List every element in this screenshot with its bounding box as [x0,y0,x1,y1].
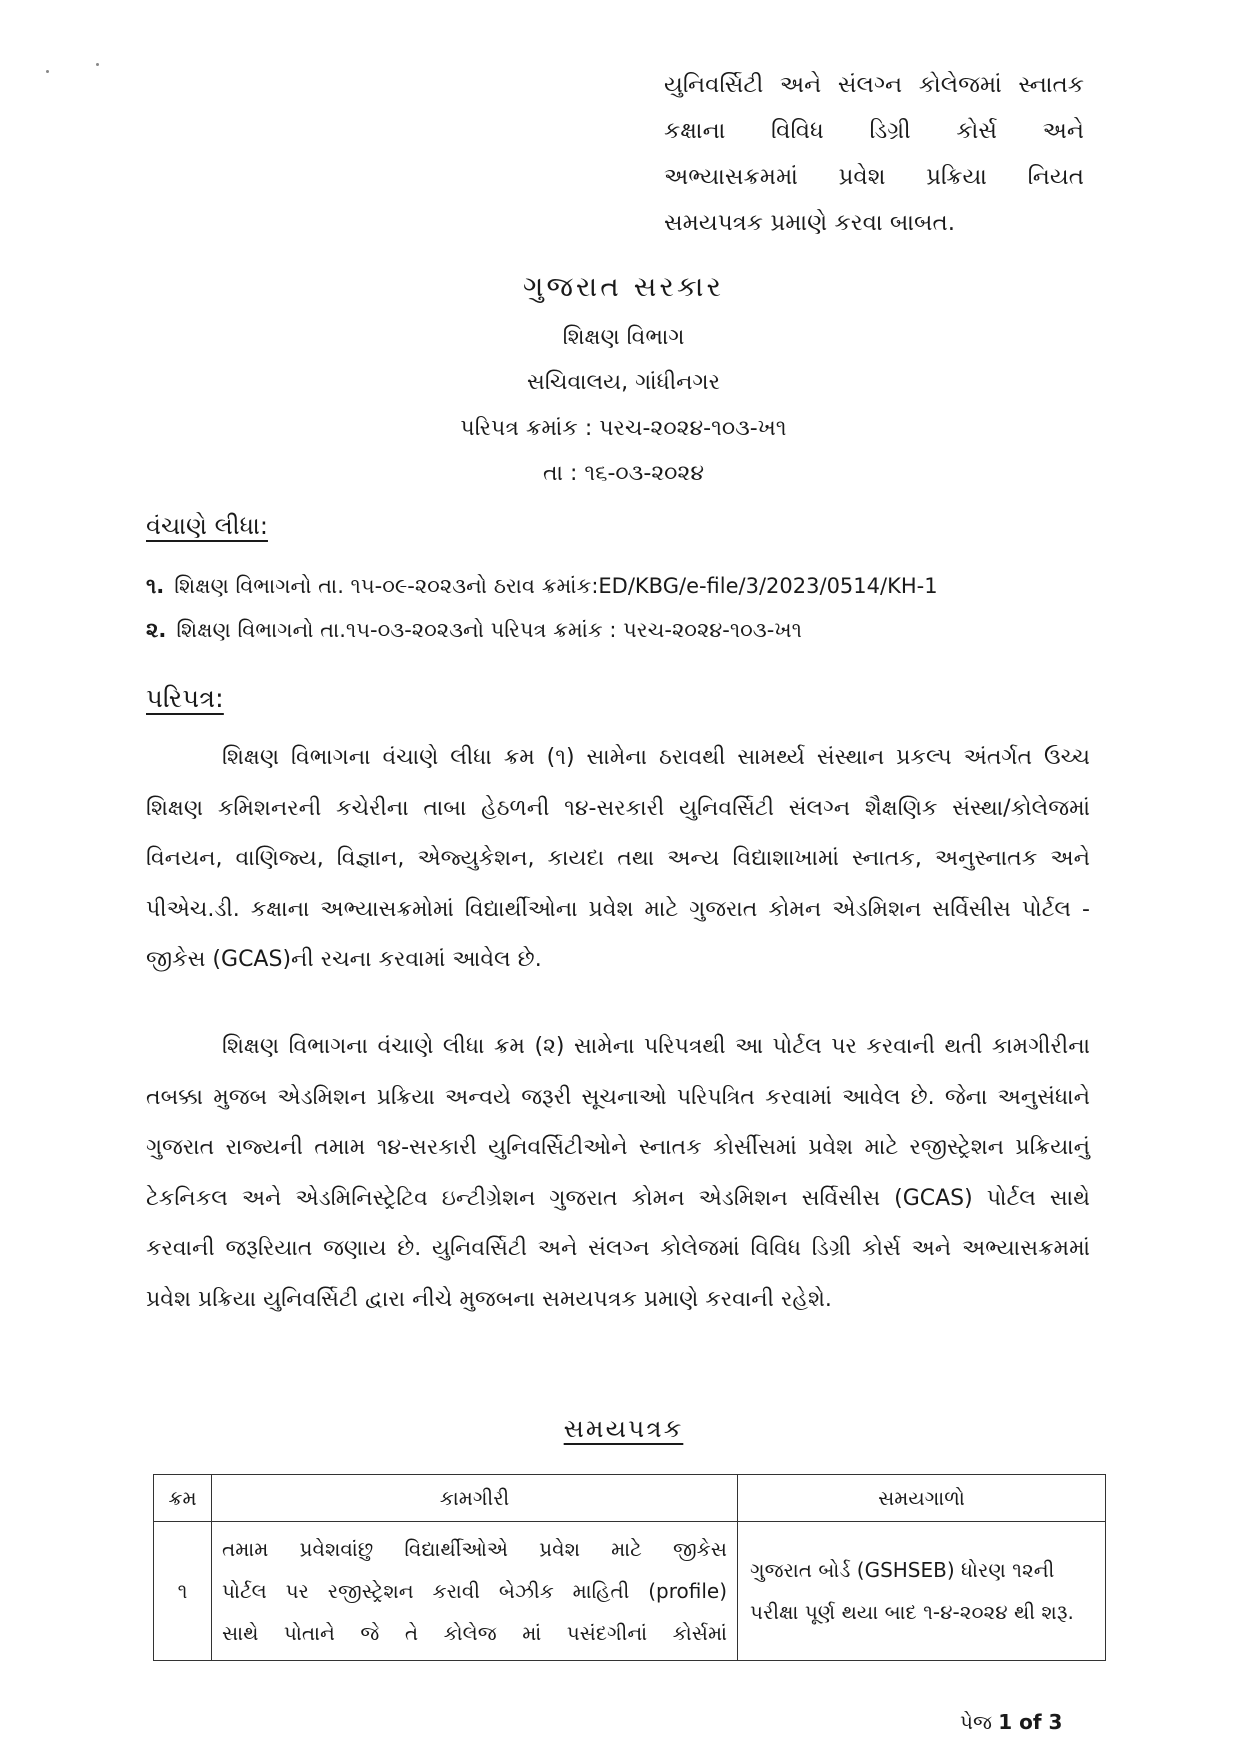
subject-line: કક્ષાના વિવિધ ડિગ્રી કોર્સ અને [664,118,1084,144]
reference-text: શિક્ષણ વિભાગનો તા. ૧૫-૦૯-૨૦૨૩નો ઠરાવ ક્રમાંક:ED/KBG/e-file/3/2023/0514/KH-1 [174,574,938,598]
reference-item [146,618,802,643]
department-name: શિક્ષણ વિભાગ [562,325,685,350]
page-label: પેજ [960,1710,992,1734]
government-title: ગુજરાત સરકાર [523,270,724,303]
work-line: તમામ પ્રવેશવાંછુ વિદ્યાર્થીઓએ પ્રવેશ માટે જીકેસ [222,1537,727,1561]
subject-block [664,62,1084,246]
table-header-row [154,1475,1106,1522]
work-line: પોર્ટલ પર રજીસ્ટ્રેશન કરાવી બેઝીક માહિતી (profile) [222,1579,727,1603]
page-number: 1 of 3 [998,1710,1063,1734]
column-header-period: સમયગાળો [738,1475,1106,1522]
row-period [738,1522,1106,1661]
schedule-table [153,1474,1106,1661]
reference-number: ૨. [146,618,167,642]
circular-paragraph-2: શિક્ષણ વિભાગના વંચાણે લીધા ક્રમ (૨) સામેના પરિપત્રથી આ પોર્ટલ પર કરવાની થતી કામગીરીના તબક્કા મુજબ એડમિશન પ્રક્રિયા અન્વયે જરૂરી સૂચનાઓ પરિપત્રિત કરવામાં આવેલ છે. જેના અનુસંધાને ગુજરાત રાજ્યની તમામ ૧૪-સરકારી યુનિવર્સિટીઓને સ્નાતક કોર્સીસમાં પ્રવેશ માટે રજીસ્ટ્રેશન પ્રક્રિયાનું ટેકનિકલ અને એડમિનિસ્ટ્રેટિવ ઇન્ટીગ્રેશન ગુજરાત કોમન એડમિશન સર્વિસીસ (GCAS) પોર્ટલ સાથે કરવાની જરૂરિયાત જણાય છે. યુનિવર્સિટી અને સંલગ્ન કોલેજમાં વિવિધ ડિગ્રી કોર્સ અને અભ્યાસક્રમમાં પ્રવેશ પ્રક્રિયા યુનિવર્સિટી દ્વારા નીચે મુજબના સમયપત્રક પ્રમાણે કરવાની રહેશે. [146,1034,1090,1312]
reference-text: શિક્ષણ વિભાગનો તા.૧૫-૦૩-૨૦૨૩નો પરિપત્ર ક્રમાંક : પરચ-૨૦૨૪-૧૦૩-ખ૧ [176,618,802,642]
circular-date: તા : ૧૬-૦૩-૨૦૨૪ [543,461,704,486]
schedule-title-text: સમયપત્રક [563,1414,684,1443]
scan-speck [96,63,99,66]
table-row [154,1522,1106,1661]
circular-number: પરિપત્ર ક્રમાંક : પરચ-૨૦૨૪-૧૦૩-ખ૧ [460,416,787,441]
reference-item [146,574,938,599]
office-place: સચિવાલય, ગાંધીનગર [527,370,720,395]
read-heading: વંચાણે લીધા: [146,512,268,540]
row-work [212,1522,738,1661]
period-line: પરીક્ષા પૂર્ણ થયા બાદ ૧-૪-૨૦૨૪ થી શરૂ. [750,1600,1074,1624]
column-header-number: ક્રમ [154,1475,212,1522]
subject-line: યુનિવર્સિટી અને સંલગ્ન કોલેજમાં સ્નાતક [664,72,1084,98]
circular-paragraph-1: શિક્ષણ વિભાગના વંચાણે લીધા ક્રમ (૧) સામેના ઠરાવથી સામર્થ્ય સંસ્થાન પ્રકલ્પ અંતર્ગત ઉચ્ચ શિક્ષણ કમિશનરની કચેરીના તાબા હેઠળની ૧૪-સરકારી યુનિવર્સિટી સંલગ્ન શૈક્ષણિક સંસ્થા/કોલેજમાં વિનયન, વાણિજ્ય, વિજ્ઞાન, એજ્યુકેશન, કાયદા તથા અન્ય વિદ્યાશાખામાં સ્નાતક, અનુસ્નાતક અને પીએચ.ડી. કક્ષાના અભ્યાસક્રમોમાં વિદ્યાર્થીઓના પ્રવેશ માટે ગુજરાત કોમન એડમિશન સર્વિસીસ પોર્ટલ - જીકેસ (GCAS)ની રચના કરવામાં આવેલ છે. [146,745,1090,972]
page-footer [960,1710,1062,1734]
row-number: ૧ [154,1522,212,1661]
reference-number: ૧. [146,574,165,598]
period-line: ગુજરાત બોર્ડ (GSHSEB) ધોરણ ૧૨ની [750,1558,1055,1582]
subject-line: અભ્યાસક્રમમાં પ્રવેશ પ્રક્રિયા નિયત [664,164,1084,190]
scan-speck [46,70,49,73]
schedule-title [0,1414,1247,1444]
circular-heading: પરિપત્ર: [146,684,224,714]
subject-line: સમયપત્રક પ્રમાણે કરવા બાબત. [664,210,956,236]
work-line: સાથે પોતાને જે તે કોલેજ માં પસંદગીનાં કોર્સમાં [222,1621,727,1645]
column-header-work: કામગીરી [212,1475,738,1522]
